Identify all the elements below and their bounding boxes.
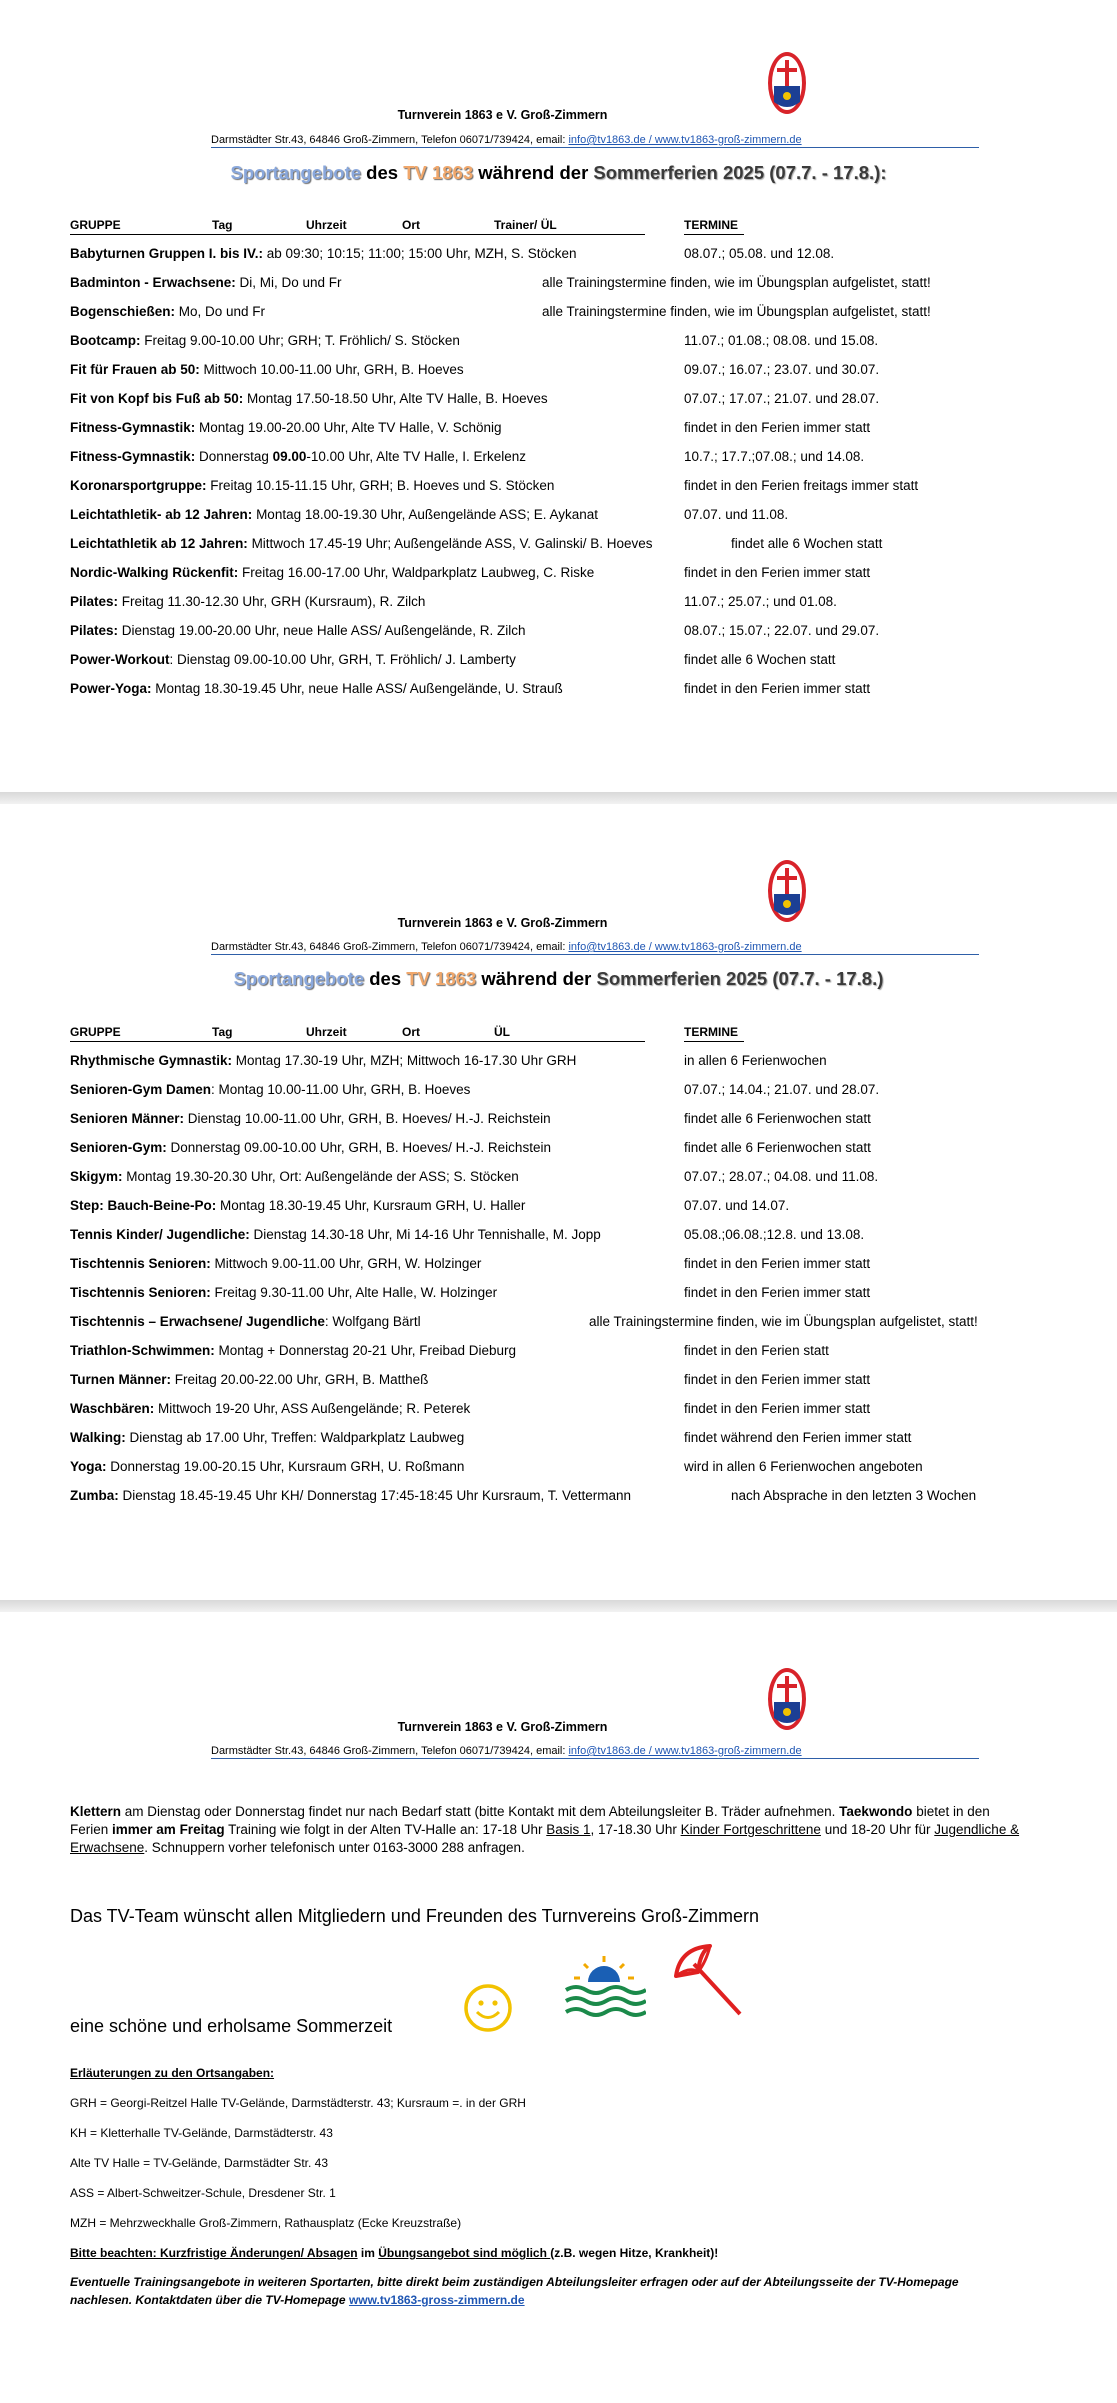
- title-sportangebote: Sportangebote: [233, 968, 365, 989]
- row-description: Leichtathletik ab 12 Jahren: Mittwoch 17.45-19 Uhr; Außengelände ASS, V. Galinski/ B. Hoeves: [70, 536, 653, 551]
- row-termine: in allen 6 Ferienwochen: [684, 1053, 827, 1068]
- row-description: Yoga: Donnerstag 19.00-20.15 Uhr, Kursraum GRH, U. Roßmann: [70, 1459, 465, 1474]
- row-group-name: Turnen Männer:: [70, 1372, 171, 1387]
- klettern-label: Klettern: [70, 1804, 122, 1819]
- row-description: Zumba: Dienstag 18.45-19.45 Uhr KH/ Donnerstag 17:45-18:45 Uhr Kursraum, T. Vettermann: [70, 1488, 632, 1503]
- row-termine: findet alle 6 Ferienwochen statt: [684, 1111, 871, 1126]
- col-trainer: Trainer/ ÜL: [494, 218, 557, 232]
- row-group-name: Yoga:: [70, 1459, 107, 1474]
- info-text: Eventuelle Trainingsangebote in weiteren Sportarten, bitte direkt beim zuständigen Abteilungsleiter erfragen oder auf der Abteilungsseite der TV-Homepage nachlesen. Kontaktdaten über die TV-Homepage: [70, 2275, 959, 2307]
- row-termine: 07.07.; 14.04.; 21.07. und 28.07.: [684, 1082, 880, 1097]
- row-group-name: Fitness-Gymnastik:: [70, 420, 196, 435]
- row-termine: 07.07. und 11.08.: [684, 507, 789, 522]
- legend-item: MZH = Mehrzweckhalle Groß-Zimmern, Rathausplatz (Ecke Kreuzstraße): [70, 2216, 462, 2230]
- page-title: [0, 968, 1117, 990]
- row-termine: 11.07.; 25.07.; und 01.08.: [684, 594, 837, 609]
- row-description: Bogenschießen: Mo, Do und Fr: [70, 304, 266, 319]
- address-text: Darmstädter Str.43, 64846 Groß-Zimmern, Telefon 06071/739424, email:: [211, 134, 569, 146]
- homepage-link[interactable]: www.tv1863-gross-zimmern.de: [348, 2293, 525, 2307]
- sunset-sea-icon: [562, 1952, 646, 2018]
- row-group-name: Nordic-Walking Rückenfit:: [70, 565, 239, 580]
- row-description: Senioren Männer: Dienstag 10.00-11.00 Uhr, GRH, B. Hoeves/ H.-J. Reichstein: [70, 1111, 551, 1126]
- legend-item: KH = Kletterhalle TV-Gelände, Darmstädterstr. 43: [70, 2126, 333, 2140]
- row-termine: 05.08.;06.08.;12.8. und 13.08.: [684, 1227, 865, 1242]
- taekwondo-text-3: , 17-18.30 Uhr: [590, 1822, 681, 1837]
- warning-part-2: im: [357, 2246, 379, 2260]
- page-3: [0, 1612, 1117, 2403]
- taekwondo-friday: immer am Freitag: [112, 1822, 225, 1837]
- title-tv1863: TV 1863: [406, 968, 477, 989]
- row-description: Rhythmische Gymnastik: Montag 17.30-19 Uhr, MZH; Mittwoch 16-17.30 Uhr GRH: [70, 1053, 577, 1068]
- row-description: Tischtennis Senioren: Mittwoch 9.00-11.00 Uhr, GRH, W. Holzinger: [70, 1256, 482, 1271]
- row-group-name: Senioren Männer:: [70, 1111, 185, 1126]
- page-1: [0, 0, 1117, 792]
- row-termine: findet in den Ferien freitags immer statt: [684, 478, 919, 493]
- contact-link[interactable]: info@tv1863.de / www.tv1863-groß-zimmern.de: [568, 1745, 802, 1757]
- row-description: Fitness-Gymnastik: Donnerstag 09.00-10.00 Uhr, Alte TV Halle, I. Erkelenz: [70, 449, 526, 464]
- legend-title: Erläuterungen zu den Ortsangaben:: [70, 2066, 275, 2080]
- col-uhrzeit: Uhrzeit: [306, 218, 347, 232]
- col-tag: Tag: [212, 218, 233, 232]
- club-name: Turnverein 1863 e V. Groß-Zimmern: [397, 1720, 608, 1734]
- row-description: Koronarsportgruppe: Freitag 10.15-11.15 Uhr, GRH; B. Hoeves und S. Stöcken: [70, 478, 555, 493]
- row-description: Step: Bauch-Beine-Po: Montag 18.30-19.45 Uhr, Kursraum GRH, U. Haller: [70, 1198, 526, 1213]
- termine-underline: [684, 234, 744, 235]
- row-group-name: Tischtennis Senioren:: [70, 1285, 211, 1300]
- row-group-name: Waschbären:: [70, 1401, 155, 1416]
- contact-link[interactable]: info@tv1863.de / www.tv1863-groß-zimmern.de: [568, 134, 802, 146]
- row-description: Power-Yoga: Montag 18.30-19.45 Uhr, neue Halle ASS/ Außengelände, U. Strauß: [70, 681, 563, 696]
- row-termine: findet alle 6 Ferienwochen statt: [684, 1140, 871, 1155]
- row-group-name: Power-Workout: [70, 652, 170, 667]
- row-termine: nach Absprache in den letzten 3 Wochen: [731, 1488, 977, 1503]
- row-group-name: Walking:: [70, 1430, 126, 1445]
- row-group-name: Bogenschießen:: [70, 304, 176, 319]
- row-description: Fit von Kopf bis Fuß ab 50: Montag 17.50-18.50 Uhr, Alte TV Halle, B. Hoeves: [70, 391, 548, 406]
- kinder-group: Kinder Fortgeschrittene: [680, 1822, 821, 1837]
- klettern-text: am Dienstag oder Donnerstag findet nur nach Bedarf statt (bitte Kontakt mit dem Abteilungsleiter B. Träder aufnehmen.: [121, 1804, 840, 1819]
- col-tag: Tag: [212, 1025, 233, 1039]
- row-description: Bootcamp: Freitag 9.00-10.00 Uhr; GRH; T. Fröhlich/ S. Stöcken: [70, 333, 460, 348]
- change-warning: [70, 2246, 718, 2260]
- row-description: Senioren-Gym Damen: Montag 10.00-11.00 Uhr, GRH, B. Hoeves: [70, 1082, 471, 1097]
- row-termine: findet in den Ferien immer statt: [684, 1285, 871, 1300]
- title-tv1863: TV 1863: [403, 162, 474, 183]
- col-uhrzeit: Uhrzeit: [306, 1025, 347, 1039]
- row-description: Power-Workout: Dienstag 09.00-10.00 Uhr, GRH, T. Fröhlich/ J. Lamberty: [70, 652, 516, 667]
- address-text: Darmstädter Str.43, 64846 Groß-Zimmern, Telefon 06071/739424, email:: [211, 941, 569, 953]
- row-termine: 08.07.; 15.07.; 22.07. und 29.07.: [684, 623, 880, 638]
- row-description: Babyturnen Gruppen I. bis IV.: ab 09:30; 10:15; 11:00; 15:00 Uhr, MZH, S. Stöcken: [70, 246, 577, 261]
- row-description: Pilates: Freitag 11.30-12.30 Uhr, GRH (Kursraum), R. Zilch: [70, 594, 426, 609]
- legend-item: ASS = Albert-Schweitzer-Schule, Dresdener Str. 1: [70, 2186, 336, 2200]
- row-description: Senioren-Gym: Donnerstag 09.00-10.00 Uhr, GRH, B. Hoeves/ H.-J. Reichstein: [70, 1140, 551, 1155]
- address-line: [211, 134, 979, 148]
- taekwondo-text-5: . Schnuppern vorher telefonisch unter 0163-3000 288 anfragen.: [144, 1840, 525, 1855]
- page-gap: [0, 792, 1117, 804]
- warning-part-4: (z.B. wegen Hitze, Krankheit)!: [550, 2246, 719, 2260]
- row-group-name: Fit von Kopf bis Fuß ab 50:: [70, 391, 244, 406]
- address-line: [211, 941, 979, 955]
- header-underline: [70, 1041, 645, 1042]
- row-group-name: Senioren-Gym:: [70, 1140, 167, 1155]
- row-group-name: Fit für Frauen ab 50:: [70, 362, 200, 377]
- club-name: Turnverein 1863 e V. Groß-Zimmern: [397, 916, 608, 930]
- title-des: des: [361, 162, 404, 183]
- col-ort: Ort: [402, 1025, 420, 1039]
- page-title: [0, 162, 1117, 184]
- row-description: Fit für Frauen ab 50: Mittwoch 10.00-11.00 Uhr, GRH, B. Hoeves: [70, 362, 464, 377]
- row-group-name: Badminton - Erwachsene:: [70, 275, 236, 290]
- row-termine: 09.07.; 16.07.; 23.07. und 30.07.: [684, 362, 880, 377]
- row-group-name: Triathlon-Schwimmen:: [70, 1343, 215, 1358]
- warning-part-1: Bitte beachten: Kurzfristige Änderungen/ Absagen: [70, 2246, 358, 2260]
- address-line: [211, 1745, 979, 1759]
- row-group-name: Leichtathletik- ab 12 Jahren:: [70, 507, 253, 522]
- row-description: Turnen Männer: Freitag 20.00-22.00 Uhr, GRH, B. Mattheß: [70, 1372, 429, 1387]
- col-ul: ÜL: [494, 1025, 510, 1039]
- club-name: Turnverein 1863 e V. Groß-Zimmern: [397, 108, 608, 122]
- greeting-line-2: eine schöne und erholsame Sommerzeit: [70, 2016, 393, 2036]
- row-description: Badminton - Erwachsene: Di, Mi, Do und Fr: [70, 275, 342, 290]
- row-description: Fitness-Gymnastik: Montag 19.00-20.00 Uhr, Alte TV Halle, V. Schönig: [70, 420, 502, 435]
- title-des: des: [364, 968, 407, 989]
- greeting-line-1: Das TV-Team wünscht allen Mitgliedern und Freunden des Turnvereins Groß-Zimmern: [70, 1906, 759, 1926]
- beach-umbrella-icon: [670, 1942, 746, 2018]
- col-ort: Ort: [402, 218, 420, 232]
- row-termine: 11.07.; 01.08.; 08.08. und 15.08.: [684, 333, 879, 348]
- page-gap: [0, 1600, 1117, 1612]
- row-description: Tennis Kinder/ Jugendliche: Dienstag 14.30-18 Uhr, Mi 14-16 Uhr Tennishalle, M. Jopp: [70, 1227, 601, 1242]
- smiley-icon: [462, 1982, 514, 2034]
- homepage-info: [70, 2273, 970, 2309]
- row-termine: findet in den Ferien immer statt: [684, 565, 871, 580]
- basis-group: Basis 1: [546, 1822, 591, 1837]
- row-termine: findet alle 6 Wochen statt: [731, 536, 883, 551]
- title-sommerferien: Sommerferien 2025 (07.7. - 17.8.): [596, 968, 884, 989]
- col-termine: TERMINE: [684, 1025, 738, 1039]
- row-termine: findet in den Ferien immer statt: [684, 420, 871, 435]
- col-gruppe: GRUPPE: [70, 1025, 121, 1039]
- row-termine: wird in allen 6 Ferienwochen angeboten: [684, 1459, 923, 1474]
- row-group-name: Skigym:: [70, 1169, 123, 1184]
- page-2: [0, 804, 1117, 1600]
- header-underline: [70, 234, 645, 235]
- col-gruppe: GRUPPE: [70, 218, 121, 232]
- row-group-name: Step: Bauch-Beine-Po:: [70, 1198, 217, 1213]
- row-group-name: Bootcamp:: [70, 333, 141, 348]
- row-group-name: Fitness-Gymnastik:: [70, 449, 196, 464]
- taekwondo-text-4: und 18-20 Uhr für: [820, 1822, 935, 1837]
- taekwondo-text-2: Training wie folgt in der Alten TV-Halle an: 17-18 Uhr: [224, 1822, 547, 1837]
- row-termine: findet in den Ferien immer statt: [684, 1256, 871, 1271]
- address-text: Darmstädter Str.43, 64846 Groß-Zimmern, Telefon 06071/739424, email:: [211, 1745, 569, 1757]
- title-waehrend: während der: [473, 162, 594, 183]
- row-group-name: Tischtennis Senioren:: [70, 1256, 211, 1271]
- row-termine: findet in den Ferien statt: [684, 1343, 829, 1358]
- row-group-name: Leichtathletik ab 12 Jahren:: [70, 536, 248, 551]
- row-termine: 07.07. und 14.07.: [684, 1198, 790, 1213]
- title-sportangebote: Sportangebote: [230, 162, 362, 183]
- row-group-name: Power-Yoga:: [70, 681, 152, 696]
- contact-link[interactable]: info@tv1863.de / www.tv1863-groß-zimmern.de: [568, 941, 802, 953]
- row-termine: findet in den Ferien immer statt: [684, 681, 871, 696]
- row-group-name: Tischtennis – Erwachsene/ Jugendliche: [70, 1314, 325, 1329]
- row-termine: 07.07.; 17.07.; 21.07. und 28.07.: [684, 391, 880, 406]
- row-group-name: Zumba:: [70, 1488, 119, 1503]
- jugend-group: Jugendliche & Erwachsene: [70, 1822, 1020, 1855]
- termine-underline: [684, 1041, 744, 1042]
- row-group-name: Pilates:: [70, 594, 119, 609]
- row-group-name: Koronarsportgruppe:: [70, 478, 207, 493]
- row-termine: alle Trainingstermine finden, wie im Übungsplan aufgelistet, statt!: [542, 275, 931, 290]
- row-description: Tischtennis – Erwachsene/ Jugendliche: Wolfgang Bärtl: [70, 1314, 421, 1329]
- row-description: Tischtennis Senioren: Freitag 9.30-11.00 Uhr, Alte Halle, W. Holzinger: [70, 1285, 498, 1300]
- klettern-taekwondo-note: [70, 1803, 1020, 1857]
- row-termine: alle Trainingstermine finden, wie im Übungsplan aufgelistet, statt!: [589, 1314, 978, 1329]
- taekwondo-label: Taekwondo: [839, 1804, 913, 1819]
- row-group-name: Senioren-Gym Damen: [70, 1082, 212, 1097]
- row-description: Leichtathletik- ab 12 Jahren: Montag 18.00-19.30 Uhr, Außengelände ASS; E. Aykanat: [70, 507, 599, 522]
- row-description: Waschbären: Mittwoch 19-20 Uhr, ASS Außengelände; R. Peterek: [70, 1401, 471, 1416]
- row-group-name: Tennis Kinder/ Jugendliche:: [70, 1227, 250, 1242]
- title-sommerferien: Sommerferien 2025 (07.7. - 17.8.):: [593, 162, 887, 183]
- club-logo-icon: [766, 858, 808, 924]
- title-waehrend: während der: [476, 968, 597, 989]
- row-termine: findet alle 6 Wochen statt: [684, 652, 836, 667]
- row-bold-time: 09.00: [272, 449, 307, 464]
- row-description: Triathlon-Schwimmen: Montag + Donnerstag 20-21 Uhr, Freibad Dieburg: [70, 1343, 517, 1358]
- taekwondo-text-1: bietet in den Ferien: [70, 1804, 990, 1837]
- row-termine: 08.07.; 05.08. und 12.08.: [684, 246, 835, 261]
- row-group-name: Pilates:: [70, 623, 119, 638]
- warning-part-3: Übungsangebot sind möglich: [378, 2246, 551, 2260]
- row-group-name: Rhythmische Gymnastik:: [70, 1053, 233, 1068]
- row-termine: alle Trainingstermine finden, wie im Übungsplan aufgelistet, statt!: [542, 304, 931, 319]
- row-description: Pilates: Dienstag 19.00-20.00 Uhr, neue Halle ASS/ Außengelände, R. Zilch: [70, 623, 526, 638]
- row-termine: 10.7.; 17.7.;07.08.; und 14.08.: [684, 449, 865, 464]
- col-termine: TERMINE: [684, 218, 738, 232]
- row-termine: findet in den Ferien immer statt: [684, 1372, 871, 1387]
- legend-item: Alte TV Halle = TV-Gelände, Darmstädter Str. 43: [70, 2156, 329, 2170]
- row-description: Walking: Dienstag ab 17.00 Uhr, Treffen: Waldparkplatz Laubweg: [70, 1430, 465, 1445]
- row-termine: 07.07.; 28.07.; 04.08. und 11.08.: [684, 1169, 879, 1184]
- row-description: Nordic-Walking Rückenfit: Freitag 16.00-17.00 Uhr, Waldparkplatz Laubweg, C. Riske: [70, 565, 595, 580]
- row-termine: findet während den Ferien immer statt: [684, 1430, 912, 1445]
- row-termine: findet in den Ferien immer statt: [684, 1401, 871, 1416]
- legend-item: GRH = Georgi-Reitzel Halle TV-Gelände, Darmstädterstr. 43; Kursraum =. in der GRH: [70, 2096, 526, 2110]
- row-description: Skigym: Montag 19.30-20.30 Uhr, Ort: Außengelände der ASS; S. Stöcken: [70, 1169, 519, 1184]
- row-group-name: Babyturnen Gruppen I. bis IV.:: [70, 246, 264, 261]
- club-logo-icon: [766, 50, 808, 116]
